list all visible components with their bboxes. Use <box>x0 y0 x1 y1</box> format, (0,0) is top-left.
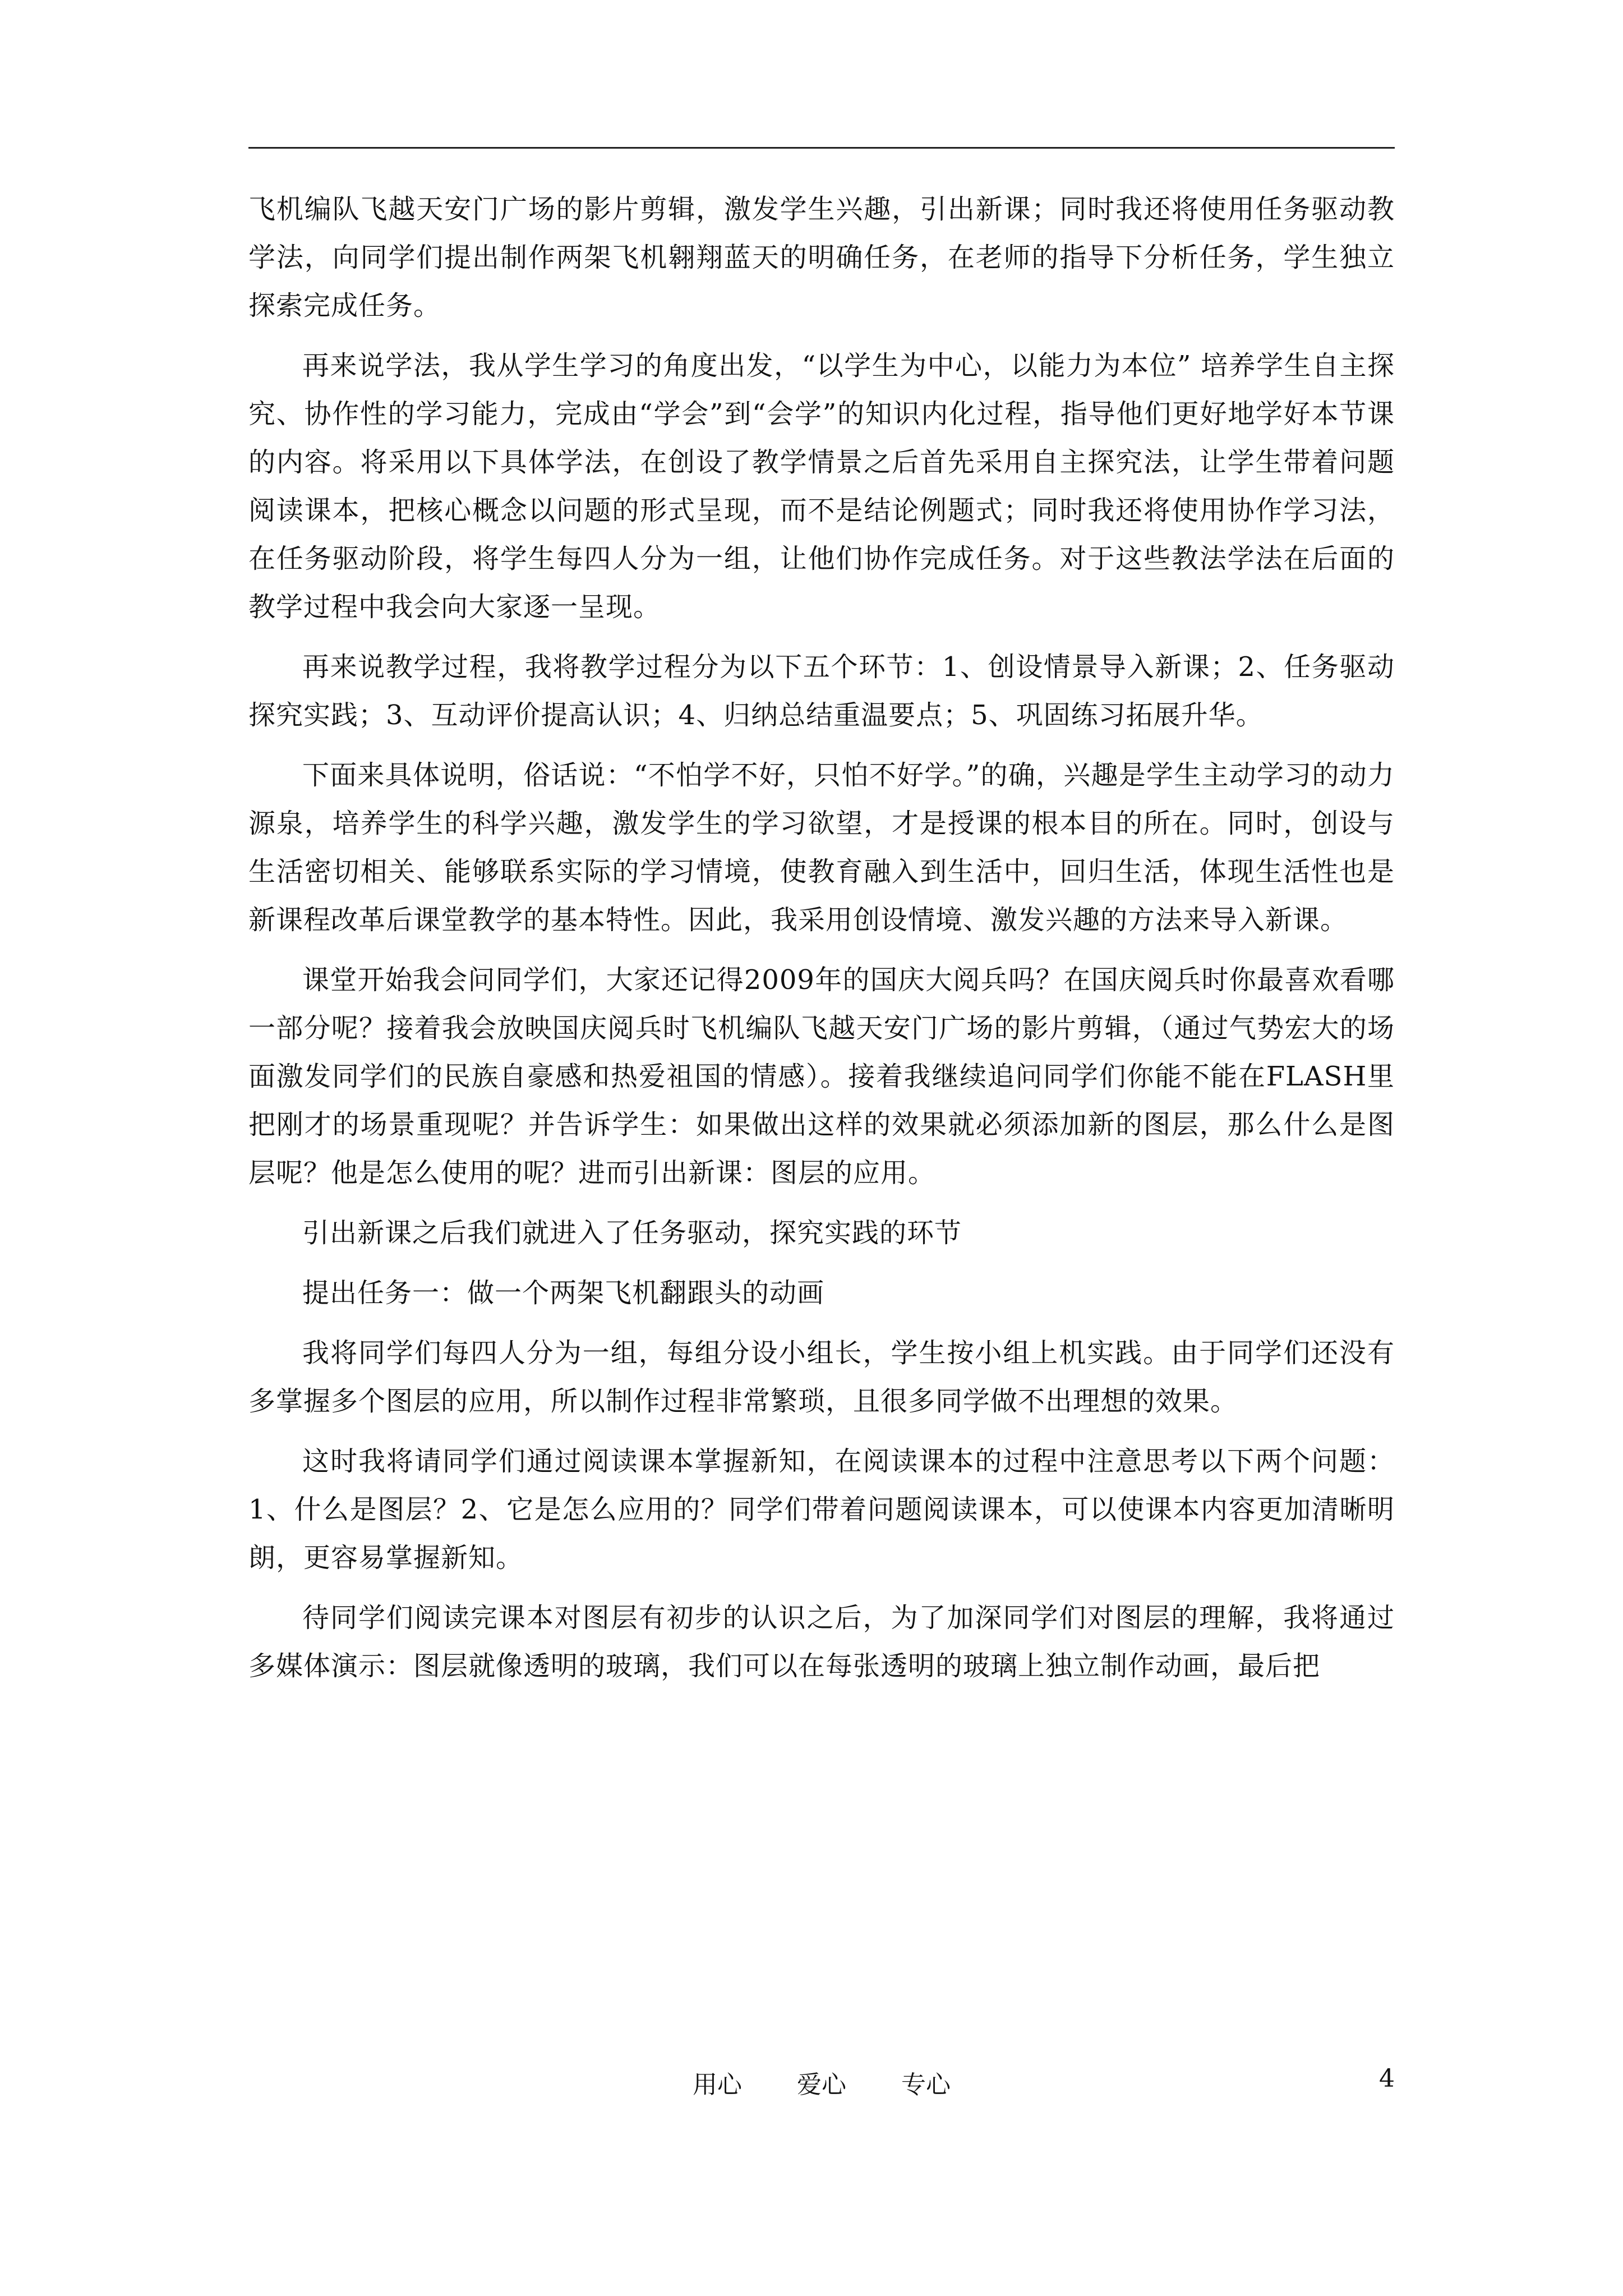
paragraph-7: 提出任务一：做一个两架飞机翻跟头的动画 <box>302 1277 825 1309</box>
page-number: 4 <box>1379 2064 1395 2093</box>
paragraph-4: 下面来具体说明，俗话说：“不怕学不好，只怕不好学。”的确，兴趣是学生主动学习的动力源泉，培养学生的科学兴趣，激发学生的学习欲望，才是授课的根本目的所在。同时，创设与生活密切相关、能够联系实际的学习情境，使教育融入到生活中，回归生活，体现生活性也是新课程改革后课堂教学的基本特性。因此，我采用创设情境、激发兴趣的方法来导入新课。 <box>248 760 1395 936</box>
footer-motto-3: 专心 <box>901 2070 951 2099</box>
paragraph-8: 我将同学们每四人分为一组，每组分设小组长，学生按小组上机实践。由于同学们还没有多掌握多个图层的应用，所以制作过程非常繁琐，且很多同学做不出理想的效果。 <box>248 1337 1395 1417</box>
paragraph-2: 再来说学法，我从学生学习的角度出发，“以学生为中心，以能力为本位” 培养学生自主探究、协作性的学习能力，完成由“学会”到“会学”的知识内化过程，指导他们更好地学好本节课的内容。将采用以下具体学法，在创设了教学情景之后首先采用自主探究法，让学生带着问题阅读课本，把核心概念以问题的形式呈现，而不是结论例题式；同时我还将使用协作学习法，在任务驱动阶段，将学生每四人分为一组，让他们协作完成任务。对于这些教法学法在后面的教学过程中我会向大家逐一呈现。 <box>248 350 1395 623</box>
document-body <box>248 185 1395 1702</box>
footer-motto-1: 用心 <box>693 2070 742 2099</box>
paragraph-5: 课堂开始我会问同学们，大家还记得2009年的国庆大阅兵吗？在国庆阅兵时你最喜欢看哪一部分呢？接着我会放映国庆阅兵时飞机编队飞越天安门广场的影片剪辑，（通过气势宏大的场面激发同学们的民族自豪感和热爱祖国的情感）。接着我继续追问同学们你能不能在FLASH里把刚才的场景重现呢？并告诉学生：如果做出这样的效果就必须添加新的图层，那么什么是图层呢？他是怎么使用的呢？进而引出新课：图层的应用。 <box>248 964 1395 1189</box>
page-footer <box>248 2064 1395 2104</box>
paragraph-6: 引出新课之后我们就进入了任务驱动，探究实践的环节 <box>302 1217 962 1249</box>
footer-motto <box>248 2064 1395 2100</box>
paragraph-10: 待同学们阅读完课本对图层有初步的认识之后，为了加深同学们对图层的理解，我将通过多媒体演示：图层就像透明的玻璃，我们可以在每张透明的玻璃上独立制作动画，最后把 <box>248 1602 1395 1682</box>
header-rule <box>248 147 1395 149</box>
footer-motto-2: 爱心 <box>797 2070 846 2099</box>
paragraph-9: 这时我将请同学们通过阅读课本掌握新知，在阅读课本的过程中注意思考以下两个问题：1、什么是图层？2、它是怎么应用的？同学们带着问题阅读课本，可以使课本内容更加清晰明朗，更容易掌握新知。 <box>248 1446 1395 1573</box>
paragraph-1: 飞机编队飞越天安门广场的影片剪辑，激发学生兴趣，引出新课；同时我还将使用任务驱动教学法，向同学们提出制作两架飞机翱翔蓝天的明确任务，在老师的指导下分析任务，学生独立探索完成任务。 <box>248 194 1395 321</box>
paragraph-3: 再来说教学过程，我将教学过程分为以下五个环节：1、创设情景导入新课；2、任务驱动探究实践；3、互动评价提高认识；4、归纳总结重温要点；5、巩固练习拓展升华。 <box>248 651 1395 731</box>
